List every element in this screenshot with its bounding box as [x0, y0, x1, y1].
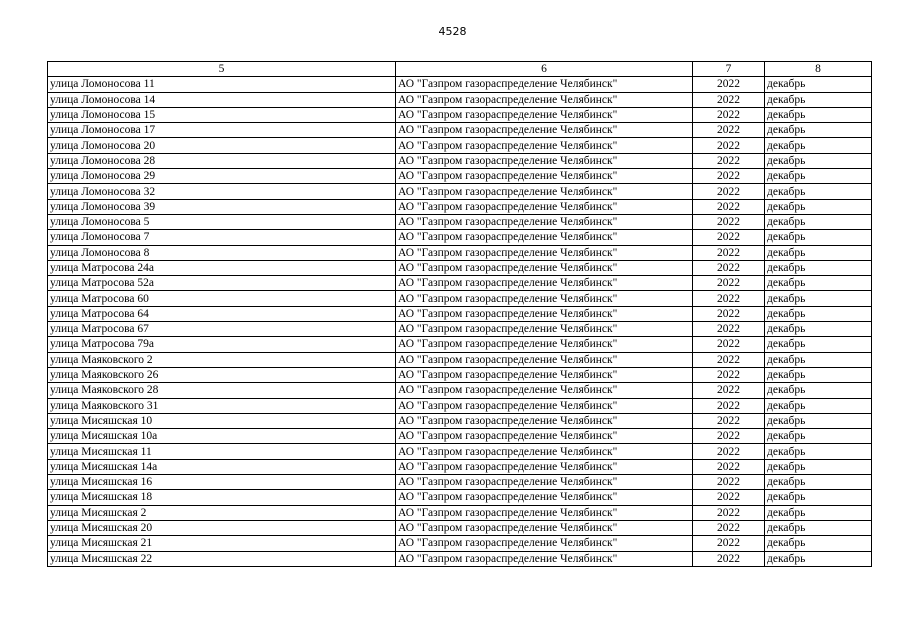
year-cell: 2022 [693, 337, 765, 352]
year-cell: 2022 [693, 444, 765, 459]
organization-cell: АО "Газпром газораспределение Челябинск" [396, 444, 693, 459]
organization-cell: АО "Газпром газораспределение Челябинск" [396, 138, 693, 153]
month-cell: декабрь [765, 520, 872, 535]
address-cell: улица Ломоносова 29 [48, 169, 396, 184]
address-cell: улица Мисяшская 10 [48, 413, 396, 428]
table-row [48, 367, 872, 382]
year-cell: 2022 [693, 138, 765, 153]
address-cell: улица Мисяшская 10а [48, 429, 396, 444]
organization-cell: АО "Газпром газораспределение Челябинск" [396, 199, 693, 214]
address-cell: улица Матросова 64 [48, 306, 396, 321]
month-cell: декабрь [765, 123, 872, 138]
year-cell: 2022 [693, 551, 765, 566]
year-cell: 2022 [693, 505, 765, 520]
table-row [48, 475, 872, 490]
year-cell: 2022 [693, 77, 765, 92]
month-cell: декабрь [765, 551, 872, 566]
year-cell: 2022 [693, 123, 765, 138]
address-cell: улица Мисяшская 20 [48, 520, 396, 535]
organization-cell: АО "Газпром газораспределение Челябинск" [396, 260, 693, 275]
organization-cell: АО "Газпром газораспределение Челябинск" [396, 291, 693, 306]
address-cell: улица Мисяшская 14а [48, 459, 396, 474]
data-table [47, 61, 872, 567]
address-cell: улица Маяковского 2 [48, 352, 396, 367]
table-row [48, 429, 872, 444]
organization-cell: АО "Газпром газораспределение Челябинск" [396, 520, 693, 535]
month-cell: декабрь [765, 505, 872, 520]
page-number: 4528 [438, 25, 467, 38]
month-cell: декабрь [765, 138, 872, 153]
month-cell: декабрь [765, 398, 872, 413]
month-cell: декабрь [765, 214, 872, 229]
month-cell: декабрь [765, 536, 872, 551]
year-cell: 2022 [693, 169, 765, 184]
month-cell: декабрь [765, 429, 872, 444]
address-cell: улица Ломоносова 5 [48, 214, 396, 229]
month-cell: декабрь [765, 444, 872, 459]
month-cell: декабрь [765, 230, 872, 245]
column-header-6: 6 [396, 62, 693, 77]
table-row [48, 536, 872, 551]
organization-cell: АО "Газпром газораспределение Челябинск" [396, 367, 693, 382]
month-cell: декабрь [765, 459, 872, 474]
address-cell: улица Мисяшская 2 [48, 505, 396, 520]
address-cell: улица Матросова 60 [48, 291, 396, 306]
address-cell: улица Ломоносова 28 [48, 153, 396, 168]
organization-cell: АО "Газпром газораспределение Челябинск" [396, 551, 693, 566]
year-cell: 2022 [693, 276, 765, 291]
year-cell: 2022 [693, 153, 765, 168]
table-row [48, 322, 872, 337]
organization-cell: АО "Газпром газораспределение Челябинск" [396, 459, 693, 474]
address-cell: улица Ломоносова 15 [48, 107, 396, 122]
month-cell: декабрь [765, 245, 872, 260]
month-cell: декабрь [765, 383, 872, 398]
organization-cell: АО "Газпром газораспределение Челябинск" [396, 276, 693, 291]
year-cell: 2022 [693, 291, 765, 306]
organization-cell: АО "Газпром газораспределение Челябинск" [396, 337, 693, 352]
address-cell: улица Мисяшская 21 [48, 536, 396, 551]
year-cell: 2022 [693, 199, 765, 214]
table-row [48, 444, 872, 459]
month-cell: декабрь [765, 306, 872, 321]
table-row [48, 214, 872, 229]
address-cell: улица Мисяшская 22 [48, 551, 396, 566]
month-cell: декабрь [765, 107, 872, 122]
year-cell: 2022 [693, 107, 765, 122]
organization-cell: АО "Газпром газораспределение Челябинск" [396, 169, 693, 184]
organization-cell: АО "Газпром газораспределение Челябинск" [396, 505, 693, 520]
address-cell: улица Мисяшская 11 [48, 444, 396, 459]
month-cell: декабрь [765, 77, 872, 92]
organization-cell: АО "Газпром газораспределение Челябинск" [396, 429, 693, 444]
organization-cell: АО "Газпром газораспределение Челябинск" [396, 536, 693, 551]
column-header-8: 8 [765, 62, 872, 77]
address-cell: улица Ломоносова 17 [48, 123, 396, 138]
table-row [48, 107, 872, 122]
table-row [48, 505, 872, 520]
table-row [48, 276, 872, 291]
month-cell: декабрь [765, 260, 872, 275]
month-cell: декабрь [765, 337, 872, 352]
address-cell: улица Ломоносова 39 [48, 199, 396, 214]
table-row [48, 184, 872, 199]
address-cell: улица Мисяшская 18 [48, 490, 396, 505]
header-row [48, 62, 872, 77]
table-body [48, 77, 872, 567]
address-cell: улица Матросова 79а [48, 337, 396, 352]
address-cell: улица Ломоносова 32 [48, 184, 396, 199]
year-cell: 2022 [693, 260, 765, 275]
table-row [48, 123, 872, 138]
year-cell: 2022 [693, 306, 765, 321]
organization-cell: АО "Газпром газораспределение Челябинск" [396, 383, 693, 398]
year-cell: 2022 [693, 398, 765, 413]
table-row [48, 490, 872, 505]
address-cell: улица Маяковского 28 [48, 383, 396, 398]
table-row [48, 413, 872, 428]
organization-cell: АО "Газпром газораспределение Челябинск" [396, 475, 693, 490]
table-row [48, 520, 872, 535]
column-header-7: 7 [693, 62, 765, 77]
table-row [48, 230, 872, 245]
month-cell: декабрь [765, 199, 872, 214]
year-cell: 2022 [693, 475, 765, 490]
year-cell: 2022 [693, 245, 765, 260]
year-cell: 2022 [693, 367, 765, 382]
address-cell: улица Мисяшская 16 [48, 475, 396, 490]
year-cell: 2022 [693, 230, 765, 245]
address-cell: улица Ломоносова 20 [48, 138, 396, 153]
address-cell: улица Матросова 67 [48, 322, 396, 337]
month-cell: декабрь [765, 475, 872, 490]
organization-cell: АО "Газпром газораспределение Челябинск" [396, 245, 693, 260]
organization-cell: АО "Газпром газораспределение Челябинск" [396, 490, 693, 505]
organization-cell: АО "Газпром газораспределение Челябинск" [396, 153, 693, 168]
organization-cell: АО "Газпром газораспределение Челябинск" [396, 352, 693, 367]
organization-cell: АО "Газпром газораспределение Челябинск" [396, 322, 693, 337]
address-cell: улица Ломоносова 8 [48, 245, 396, 260]
address-cell: улица Ломоносова 7 [48, 230, 396, 245]
month-cell: декабрь [765, 276, 872, 291]
year-cell: 2022 [693, 352, 765, 367]
table-row [48, 291, 872, 306]
year-cell: 2022 [693, 413, 765, 428]
address-cell: улица Матросова 52а [48, 276, 396, 291]
table-row [48, 245, 872, 260]
organization-cell: АО "Газпром газораспределение Челябинск" [396, 230, 693, 245]
address-cell: улица Матросова 24а [48, 260, 396, 275]
table-row [48, 459, 872, 474]
organization-cell: АО "Газпром газораспределение Челябинск" [396, 306, 693, 321]
year-cell: 2022 [693, 536, 765, 551]
month-cell: декабрь [765, 153, 872, 168]
year-cell: 2022 [693, 214, 765, 229]
table-row [48, 260, 872, 275]
table-row [48, 138, 872, 153]
column-header-5: 5 [48, 62, 396, 77]
organization-cell: АО "Газпром газораспределение Челябинск" [396, 398, 693, 413]
year-cell: 2022 [693, 459, 765, 474]
month-cell: декабрь [765, 322, 872, 337]
table-row [48, 199, 872, 214]
month-cell: декабрь [765, 490, 872, 505]
table-row [48, 352, 872, 367]
year-cell: 2022 [693, 520, 765, 535]
address-cell: улица Маяковского 26 [48, 367, 396, 382]
address-cell: улица Маяковского 31 [48, 398, 396, 413]
table-row [48, 398, 872, 413]
month-cell: декабрь [765, 92, 872, 107]
year-cell: 2022 [693, 322, 765, 337]
organization-cell: АО "Газпром газораспределение Челябинск" [396, 107, 693, 122]
organization-cell: АО "Газпром газораспределение Челябинск" [396, 92, 693, 107]
month-cell: декабрь [765, 184, 872, 199]
table-row [48, 383, 872, 398]
organization-cell: АО "Газпром газораспределение Челябинск" [396, 77, 693, 92]
table-row [48, 92, 872, 107]
month-cell: декабрь [765, 413, 872, 428]
month-cell: декабрь [765, 291, 872, 306]
table-row [48, 551, 872, 566]
year-cell: 2022 [693, 490, 765, 505]
year-cell: 2022 [693, 383, 765, 398]
month-cell: декабрь [765, 367, 872, 382]
year-cell: 2022 [693, 429, 765, 444]
organization-cell: АО "Газпром газораспределение Челябинск" [396, 413, 693, 428]
year-cell: 2022 [693, 184, 765, 199]
organization-cell: АО "Газпром газораспределение Челябинск" [396, 123, 693, 138]
table-row [48, 169, 872, 184]
month-cell: декабрь [765, 169, 872, 184]
year-cell: 2022 [693, 92, 765, 107]
address-cell: улица Ломоносова 14 [48, 92, 396, 107]
table-row [48, 337, 872, 352]
month-cell: декабрь [765, 352, 872, 367]
organization-cell: АО "Газпром газораспределение Челябинск" [396, 184, 693, 199]
organization-cell: АО "Газпром газораспределение Челябинск" [396, 214, 693, 229]
table-row [48, 306, 872, 321]
table-row [48, 153, 872, 168]
address-cell: улица Ломоносова 11 [48, 77, 396, 92]
table-row [48, 77, 872, 92]
